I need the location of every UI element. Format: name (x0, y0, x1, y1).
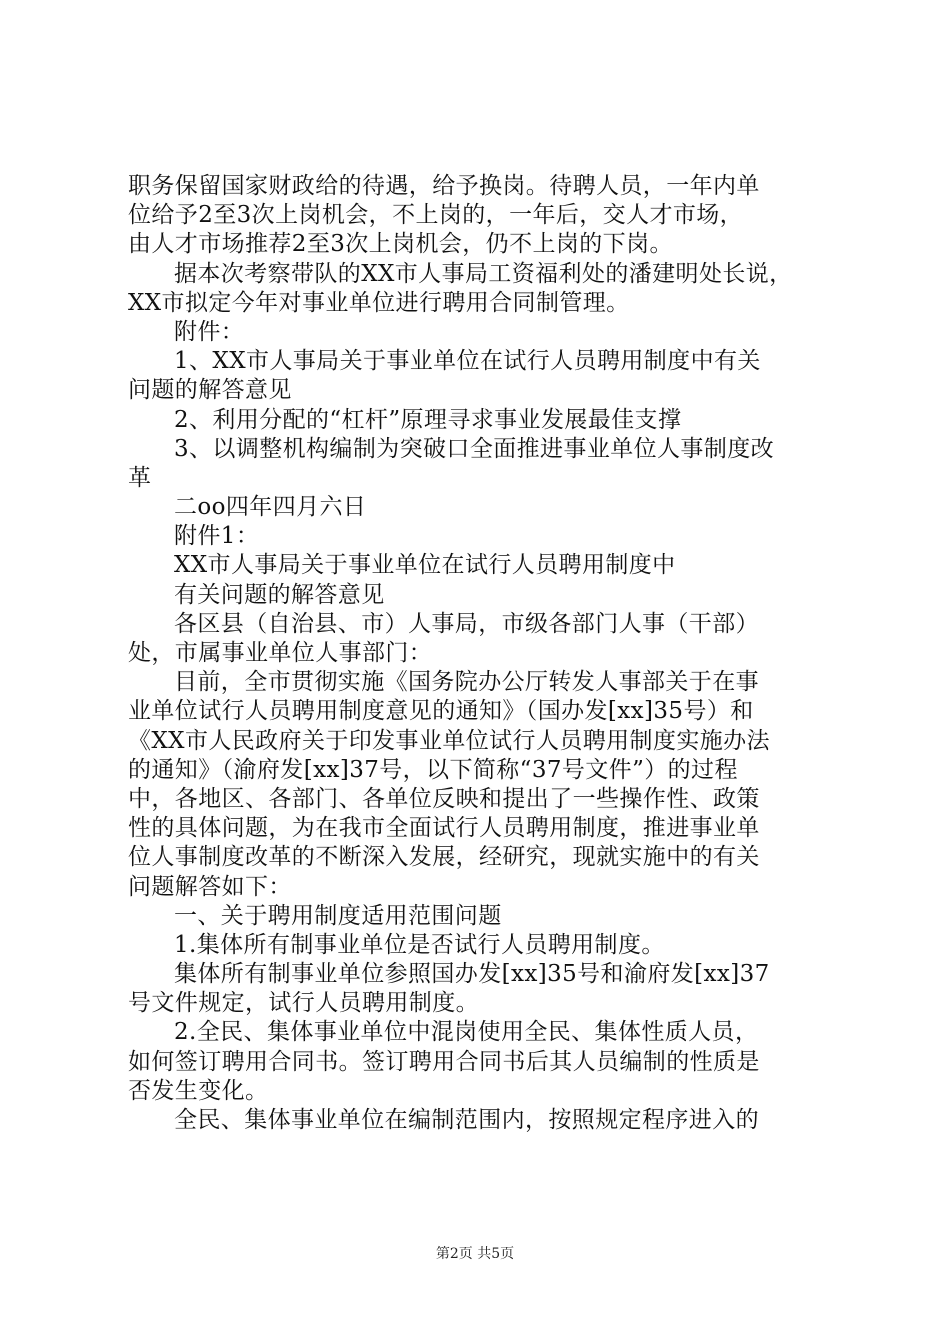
text-line: 职务保留国家财政给的待遇，给予换岗。待聘人员，一年内单 (128, 173, 760, 199)
text-line: 2.全民、集体事业单位中混岗使用全民、集体性质人员， (174, 1019, 759, 1046)
text-line: 由人才市场推荐2至3次上岗机会，仍不上岗的下岗。 (128, 231, 673, 258)
text-line: 2、利用分配的“杠杆”原理寻求事业发展最佳支撑 (174, 406, 682, 433)
text-line: XX市拟定今年对事业单位进行聘用合同制管理。 (128, 289, 630, 316)
page-number: 第2页 共5页 (435, 1246, 515, 1262)
text-line: 全民、集体事业单位在编制范围内，按照规定程序进入的 (174, 1107, 759, 1133)
text-line: 目前，全市贯彻实施《国务院办公厅转发人事部关于在事 (174, 669, 759, 696)
text-line: 的通知》（渝府发[xx]37号，以下简称“37号文件”）的过程 (128, 756, 738, 783)
text-line: 二oo四年四月六日 (174, 494, 367, 521)
page-footer (0, 1243, 950, 1263)
text-line: 有关问题的解答意见 (174, 581, 385, 608)
text-line: 中，各地区、各部门、各单位反映和提出了一些操作性、政策 (128, 785, 760, 812)
text-line: 3、以调整机构编制为突破口全面推进事业单位人事制度改 (174, 435, 775, 462)
document-body (128, 172, 828, 1135)
text-line: XX市人事局关于事业单位在试行人员聘用制度中 (174, 552, 676, 579)
text-line: 性的具体问题，为在我市全面试行人员聘用制度，推进事业单 (128, 815, 760, 842)
text-line: 位给予2至3次上岗机会，不上岗的，一年后，交人才市场， (128, 202, 744, 229)
text-line: 各区县（自治县、市）人事局，市级各部门人事（干部） (174, 610, 759, 637)
text-line: 《XX市人民政府关于印发事业单位试行人员聘用制度实施办法 (128, 727, 770, 754)
text-line: 1.集体所有制事业单位是否试行人员聘用制度。 (174, 931, 665, 958)
text-line: 业单位试行人员聘用制度意见的通知》（国办发[xx]35号）和 (128, 698, 754, 725)
text-line: 问题的解答意见 (128, 377, 292, 404)
text-line: 如何签订聘用合同书。签订聘用合同书后其人员编制的性质是 (128, 1048, 760, 1075)
text-line: 问题解答如下： (128, 873, 292, 900)
text-line: 位人事制度改革的不断深入发展，经研究，现就实施中的有关 (128, 844, 760, 871)
text-line: 革 (128, 464, 152, 491)
text-line: 否发生变化。 (128, 1077, 269, 1104)
text-line: 号文件规定，试行人员聘用制度。 (128, 990, 479, 1017)
text-line: 1、XX市人事局关于事业单位在试行人员聘用制度中有关 (174, 348, 761, 375)
text-line: 集体所有制事业单位参照国办发[xx]35号和渝府发[xx]37 (174, 961, 770, 988)
text-line: 处，市属事业单位人事部门： (128, 640, 433, 666)
text-line: 一、关于聘用制度适用范围问题 (174, 902, 502, 929)
text-line: 据本次考察带队的XX市人事局工资福利处的潘建明处长说， (174, 260, 793, 287)
text-line: 附件： (174, 318, 245, 345)
text-line: 附件1： (174, 523, 260, 550)
